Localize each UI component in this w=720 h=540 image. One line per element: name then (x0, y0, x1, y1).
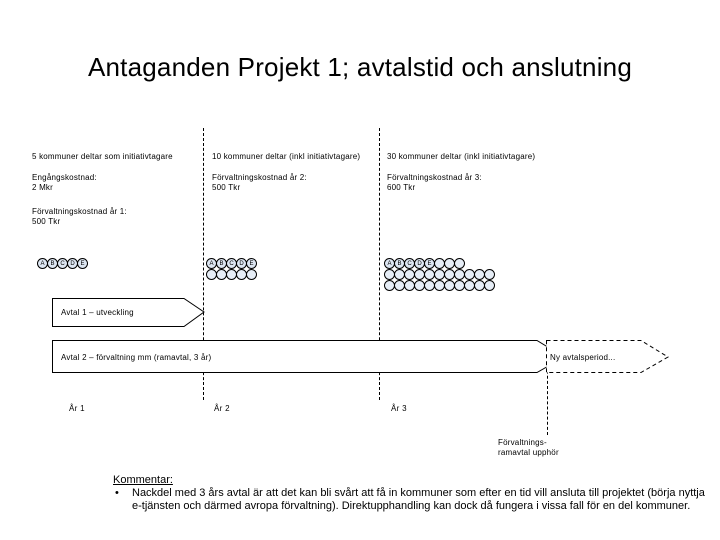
new-period-label: Ny avtalsperiod... (550, 353, 616, 362)
municipality-circle-c: C (57, 258, 68, 269)
comment-heading: Kommentar: (113, 474, 173, 486)
municipality-circle-d: D (236, 258, 247, 269)
municipality-circle-b: B (394, 258, 405, 269)
column-2-cost: Förvaltningskostnad år 2: 500 Tkr (212, 173, 307, 192)
avtal-2-label: Avtal 2 – förvaltning mm (ramavtal, 3 år) (61, 353, 212, 362)
slide-title: Antaganden Projekt 1; avtalstid och anslutning (87, 52, 632, 82)
municipality-circle-a: A (206, 258, 217, 269)
column-2-header: 10 kommuner deltar (inkl initiativtagare) (212, 152, 361, 161)
municipality-circle-d: D (67, 258, 78, 269)
municipality-circle-e: E (246, 258, 257, 269)
column-3-cost: Förvaltningskostnad år 3: 600 Tkr (387, 173, 482, 192)
additional-municipality-circle (484, 280, 495, 291)
municipality-circle-b: B (216, 258, 227, 269)
municipality-circle-e: E (424, 258, 435, 269)
column-1-header: 5 kommuner deltar som initiativtagare (32, 152, 173, 161)
municipality-circle-c: C (226, 258, 237, 269)
year-3-label: År 3 (391, 404, 407, 413)
additional-municipality-circle (454, 258, 465, 269)
municipality-circle-a: A (384, 258, 395, 269)
municipality-circle-e: E (77, 258, 88, 269)
column-1-cost: Engångskostnad: 2 Mkr (32, 173, 97, 192)
additional-municipality-circle (484, 269, 495, 280)
additional-municipality-circle (246, 269, 257, 280)
year-1-label: År 1 (69, 404, 85, 413)
avtal-1-label: Avtal 1 – utveckling (61, 308, 134, 317)
year-2-label: År 2 (214, 404, 230, 413)
municipality-circle-b: B (47, 258, 58, 269)
municipality-circle-d: D (414, 258, 425, 269)
column-3-header: 30 kommuner deltar (inkl initiativtagare) (387, 152, 536, 161)
municipality-circle-c: C (404, 258, 415, 269)
comment-text: Nackdel med 3 års avtal är att det kan bli svårt att få in kommuner som efter en tid vill ansluta till projektet (börja nyttja e-tjänsten och därmed avropa förvaltning). Direktupphandling kan dock då fungera i vissa fall för en del kommuner. (132, 487, 705, 512)
column-1-extra-cost: Förvaltningskostnad år 1: 500 Tkr (32, 207, 127, 226)
comment-box (113, 474, 713, 513)
framework-ends-label: Förvaltnings- ramavtal upphör (498, 438, 559, 457)
municipality-circle-a: A (37, 258, 48, 269)
bullet-icon: • (115, 487, 119, 499)
